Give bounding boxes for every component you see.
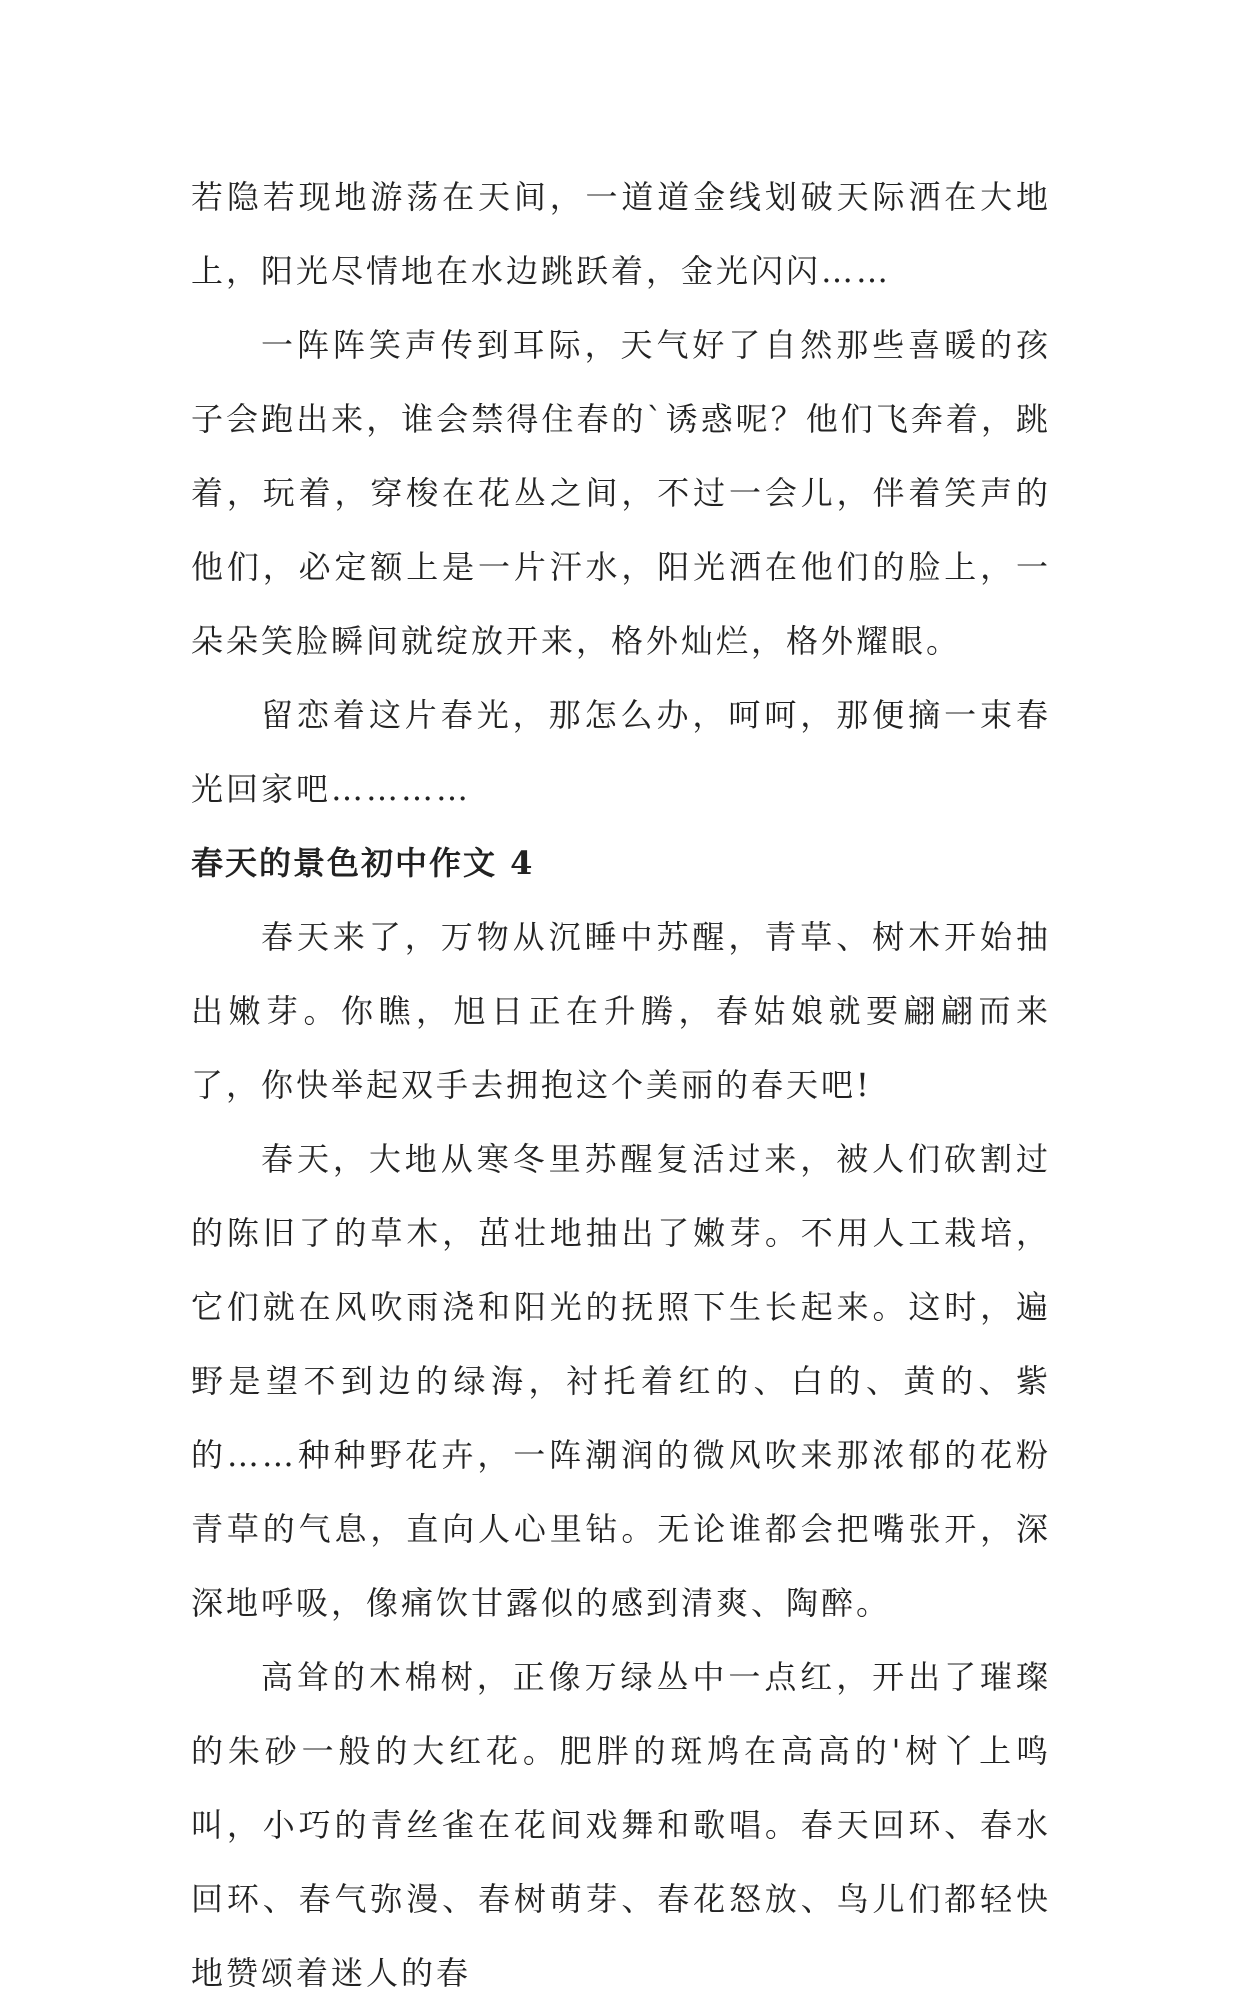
paragraph-1: 若隐若现地游荡在天间，一道道金线划破天际洒在大地上，阳光尽情地在水边跳跃着，金光闪闪…… xyxy=(191,178,1051,290)
paragraph-5: 春天，大地从寒冬里苏醒复活过来，被人们砍割过的陈旧了的草木，茁壮地抽出了嫩芽。不用人工栽培，它们就在风吹雨浇和阳光的抚照下生长起来。这时，遍野是望不到边的绿海，衬托着红的、白的、黄的、紫的……种种野花卉，一阵潮润的微风吹来那浓郁的花粉青草的气息，直向人心里钻。无论谁都会把嘴张开，深深地呼吸，像痛饮甘露似的感到清爽、陶醉。 xyxy=(191,1140,1051,1622)
paragraph-2: 一阵阵笑声传到耳际，天气好了自然那些喜暖的孩子会跑出来，谁会禁得住春的`诱惑呢？他们飞奔着，跳着，玩着，穿梭在花丛之间，不过一会儿，伴着笑声的他们，必定额上是一片汗水，阳光洒在他们的脸上，一朵朵笑脸瞬间就绽放开来，格外灿烂，格外耀眼。 xyxy=(191,326,1051,660)
paragraph-4: 春天来了，万物从沉睡中苏醒，青草、树木开始抽出嫩芽。你瞧，旭日正在升腾，春姑娘就要翩翩而来了，你快举起双手去拥抱这个美丽的春天吧! xyxy=(191,918,1051,1104)
document-body xyxy=(191,160,1051,2010)
paragraph-3: 留恋着这片春光，那怎么办，呵呵，那便摘一束春光回家吧………… xyxy=(191,696,1051,808)
paragraph-6: 高耸的木棉树，正像万绿丛中一点红，开出了璀璨的朱砂一般的大红花。肥胖的斑鸠在高高的'树丫上鸣叫，小巧的青丝雀在花间戏舞和歌唱。春天回环、春水回环、春气弥漫、春树萌芽、春花怒放、鸟儿们都轻快地赞颂着迷人的春 xyxy=(191,1658,1051,1992)
section-heading: 春天的景色初中作文 4 xyxy=(191,844,535,882)
